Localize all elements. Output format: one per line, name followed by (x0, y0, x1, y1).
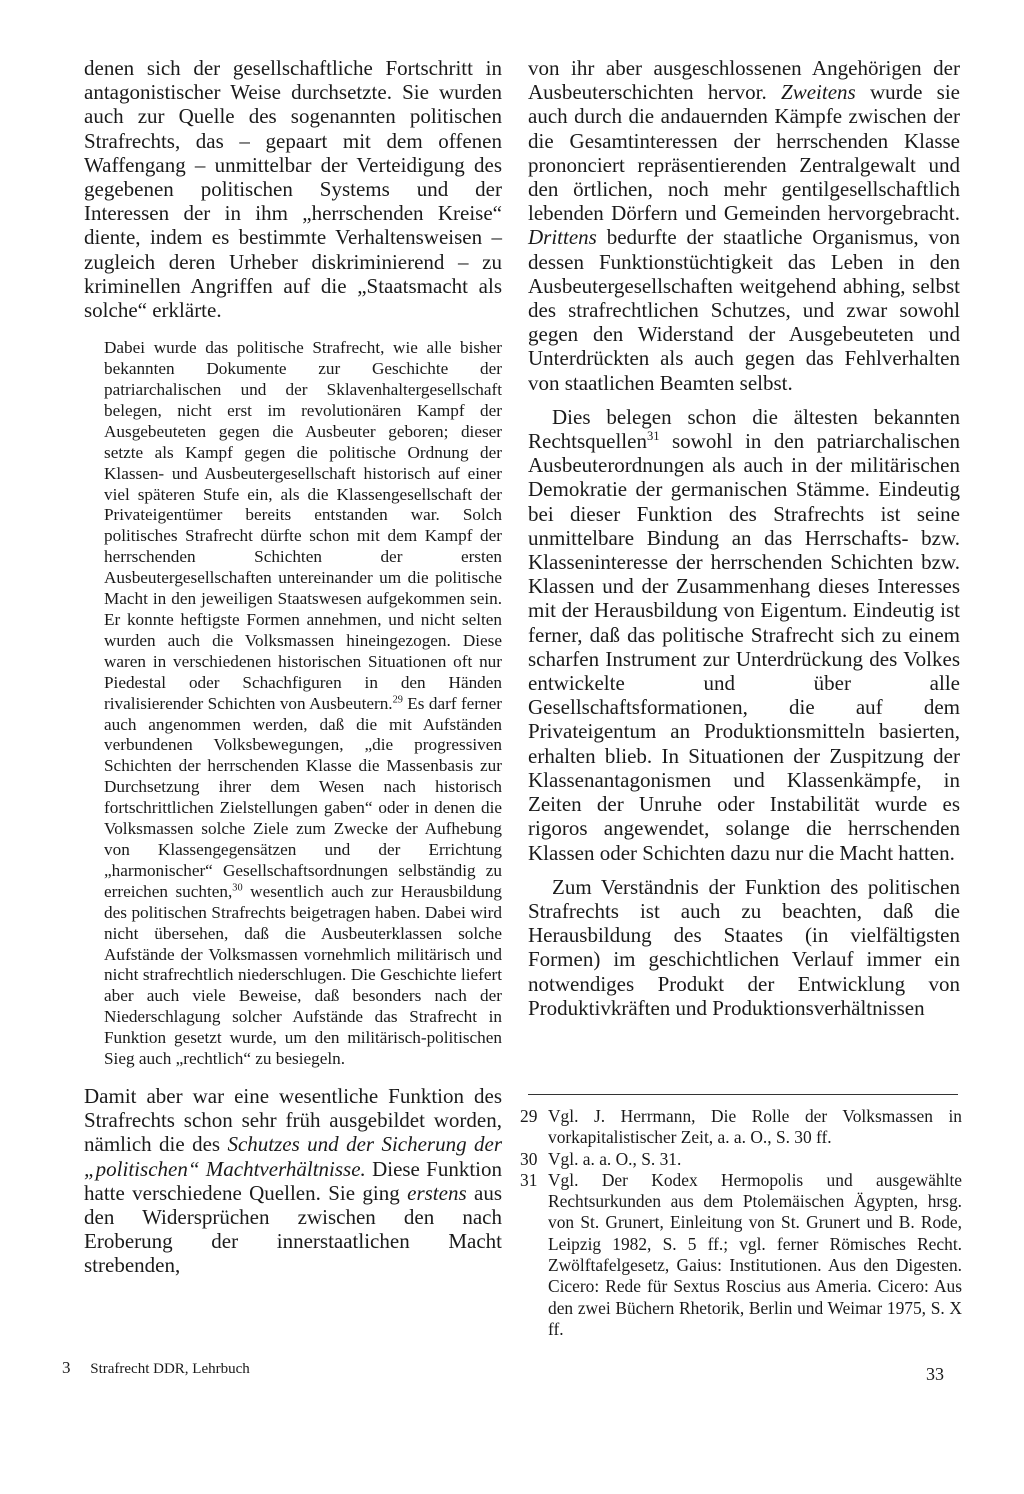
text-run: Diese Funktion hatte verschiedene Quellen. Sie ging (84, 1156, 503, 1205)
footnote-ref-29[interactable]: 29 (392, 693, 403, 705)
text-run: wesentlich auch zur Herausbildung des politischen Strafrechts beigetragen haben. Dabei wird nicht übersehen, daß die Ausbeuterklassen solche Aufstände der Volksmassen vornehmlich militärisch und nicht strafrechtlich niederschlugen. Die Geschichte liefert aber auch viele Beweise, daß besonders nach der Niederschlagung solcher Aufstände das Strafrecht in Funktion gesetzt wurde, um den militärisch-politischen Sieg auch „rechtlich“ zu besiegeln. (104, 881, 502, 1069)
footnote-number: 29 (520, 1106, 538, 1126)
footnote-number: 30 (520, 1148, 538, 1169)
footnote-text: Vgl. Der Kodex Hermopolis und ausgewählte Rechtsurkunden aus dem Ptolemäischen Ägypten, hrsg. von St. Grunert, Einleitung von St. Grunert und B. Rode, Leipzig 1982, S. 5 ff.; vgl. ferner Römisches Recht. Zwölftafelgesetz, Gaius: Institutionen. Aus den Digesten. Cicero: Rede für Sextus Roscius aus Ameria. Cicero: Aus den zwei Büchern Rhetorik, Berlin und Weimar 1975, S. X ff. (548, 1169, 962, 1339)
emphasis: Drittens (528, 225, 597, 250)
text-run: bedurfte der staatliche Organismus, von dessen Funktionstüchtigkeit das Leben in den Ausbeutergesellschaften weitgehend abhing, selbst des strafrechtlichen Schutzes, und zwar sowohl gegen den Widerstand der Ausgebeuteten und Unterdrückten als auch gegen das Fehlverhalten von staatlichen Beamten selbst. (528, 225, 960, 395)
footnote-ref-30[interactable]: 30 (232, 882, 243, 894)
footnote-ref-31[interactable]: 31 (646, 429, 660, 444)
footnote-number: 31 (520, 1169, 538, 1190)
footnote-text: Vgl. a. a. O., S. 31. (548, 1148, 682, 1169)
footnote (520, 1106, 962, 1149)
left-column (84, 56, 502, 1278)
page-footer (62, 1358, 250, 1378)
text-run: von ihr aber ausgeschlossenen Angehörigen der Ausbeuterschichten hervor. (528, 56, 960, 105)
text-run: Damit aber war eine wesentliche Funktion des Strafrechts schon sehr früh ausgebildet worden, nämlich die des (84, 1083, 502, 1157)
text-run: aus den Widersprüchen zwischen den nach Eroberung der innerstaatlichen Macht strebenden, (84, 1180, 502, 1278)
paragraph: Zum Verständnis der Funktion des politischen Strafrechts ist auch zu beachten, daß die Herausbildung des Staates (in vielfältigsten Formen) im geschichtlichen Verlauf immer ein notwendiges Produkt der Entwicklung von Produktivkräften und Produktionsverhältnissen (528, 874, 960, 1020)
book-title: Strafrecht DDR, Lehrbuch (90, 1361, 250, 1377)
emphasis: erstens (407, 1180, 467, 1205)
signature-mark: 3 (62, 1358, 71, 1377)
paragraph: denen sich der gesellschaftliche Fortschritt in antagonistischer Weise durchsetzte. Sie wurden auch zur Quelle des sogenannten politischen Strafrechts, das – gepaart mit dem offenen Waffengang – unmittelbar der Verteidigung des gegebenen politischen Systems und der Interessen der in ihm „herrschenden Kreise“ diente, indem es bestimmte Verhaltensweisen – zugleich deren Urheber diskriminierend – zu kriminellen Angriffen auf die „Staatsmacht als solche“ erklärte. (84, 56, 502, 323)
emphasis: Zweitens (781, 80, 856, 105)
text-run: Dies belegen schon die ältesten bekannten Rechtsquellen (528, 404, 960, 454)
text-run: wurde sie auch durch die andauernden Kämpfe zwischen der die Gesamtinteressen der herrschenden Klasse prononciert repräsentierenden Zentralgewalt und den örtlichen, noch mehr gentilgesellschaftlich lebenden Dörfern und Gemeinden hervorgebracht. (528, 80, 960, 226)
text-run: Dabei wurde das politische Strafrecht, wie alle bisher bekannten Dokumente zur Geschichte der patriarchalischen und der Sklavenhaltergesellschaft belegen, nicht erst im revolutionären Kampf der Ausgebeuteten gegen die Ausbeuter geboren; dieser setzte als Kampf gegen die politische Ordnung der Klassen- und Ausbeutergesellschaft historisch auf einer viel späteren Stufe ein, als die Klassengesellschaft der Privateigentümer bereits entstanden war. Solch politisches Strafrecht dürfte schon mit dem Kampf der herrschenden Schichten der ersten Ausbeutergesellschaften untereinander um die politische Macht in den jeweiligen Staatswesen aufgekommen sein. Er konnte heftigste Formen annehmen, und nicht selten wurden auch die Volksmassen hineingezogen. Diese waren in verschiedenen historischen Situationen oft nur Piedestal oder Schachfiguren in den Händen rivalisierender Schichten von Ausbeutern. (104, 338, 502, 713)
emphasis: Schutzes und der Sicherung der „politischen“ Machtverhältnisse. (84, 1132, 502, 1181)
text-run: sowohl in den patriarchalischen Ausbeuterordnungen als auch in der militärischen Demokratie der germanischen Stämme. Eindeutig bei dieser Funktion des Strafrechts ist seine unmittelbare Bindung an das Herrschafts- bzw. Klasseninteresse der herrschenden Schichten bzw. Klassen und der Zusammenhang dieses Interesses mit der Herausbildung von Eigentum. Eindeutig ist ferner, daß das politische Strafrecht sich zu einem scharfen Instrument zur Unterdrückung des Volkes entwickelte und über alle Gesellschaftsformationen, die auf dem Privateigentum an Produktionsmitteln basierten, erhalten blieb. In Situationen der Zuspitzung der Klassenantagonismen und Klassenkämpfe, in Zeiten der Unruhe oder Instabilität wurde es rigoros angewendet, solange die herrschenden Klassen oder Schichten dazu nur die Macht hatten. (528, 429, 960, 865)
paragraph (84, 1084, 502, 1278)
right-column (528, 56, 960, 1020)
paragraph (528, 56, 960, 395)
footnote (520, 1149, 962, 1170)
paragraph (528, 405, 960, 865)
text-run: Es darf ferner auch angenommen werden, daß die mit Aufständen verbundenen Volksbewegungen, „die progressiven Schichten der herrschenden Klasse die Massenbasis zur Durchsetzung ihrer dem Wesen nach historisch fortschrittlichen Zielstellungen gaben“ oder in denen die Volksmassen solche Ziele zum Zwecke der Aufhebung von Klassengegensätzen und der Errichtung „harmonischer“ Gesellschaftsordnungen selbständig zu erreichen suchten, (104, 693, 502, 901)
footnote-separator (528, 1094, 958, 1095)
footnote (520, 1170, 962, 1340)
footnotes (520, 1106, 962, 1340)
small-print-paragraph (104, 338, 502, 1070)
page-number: 33 (926, 1364, 944, 1384)
footnote-text: Vgl. J. Herrmann, Die Rolle der Volksmassen in vorkapitalistischer Zeit, a. a. O., S. 30 ff. (548, 1106, 962, 1148)
